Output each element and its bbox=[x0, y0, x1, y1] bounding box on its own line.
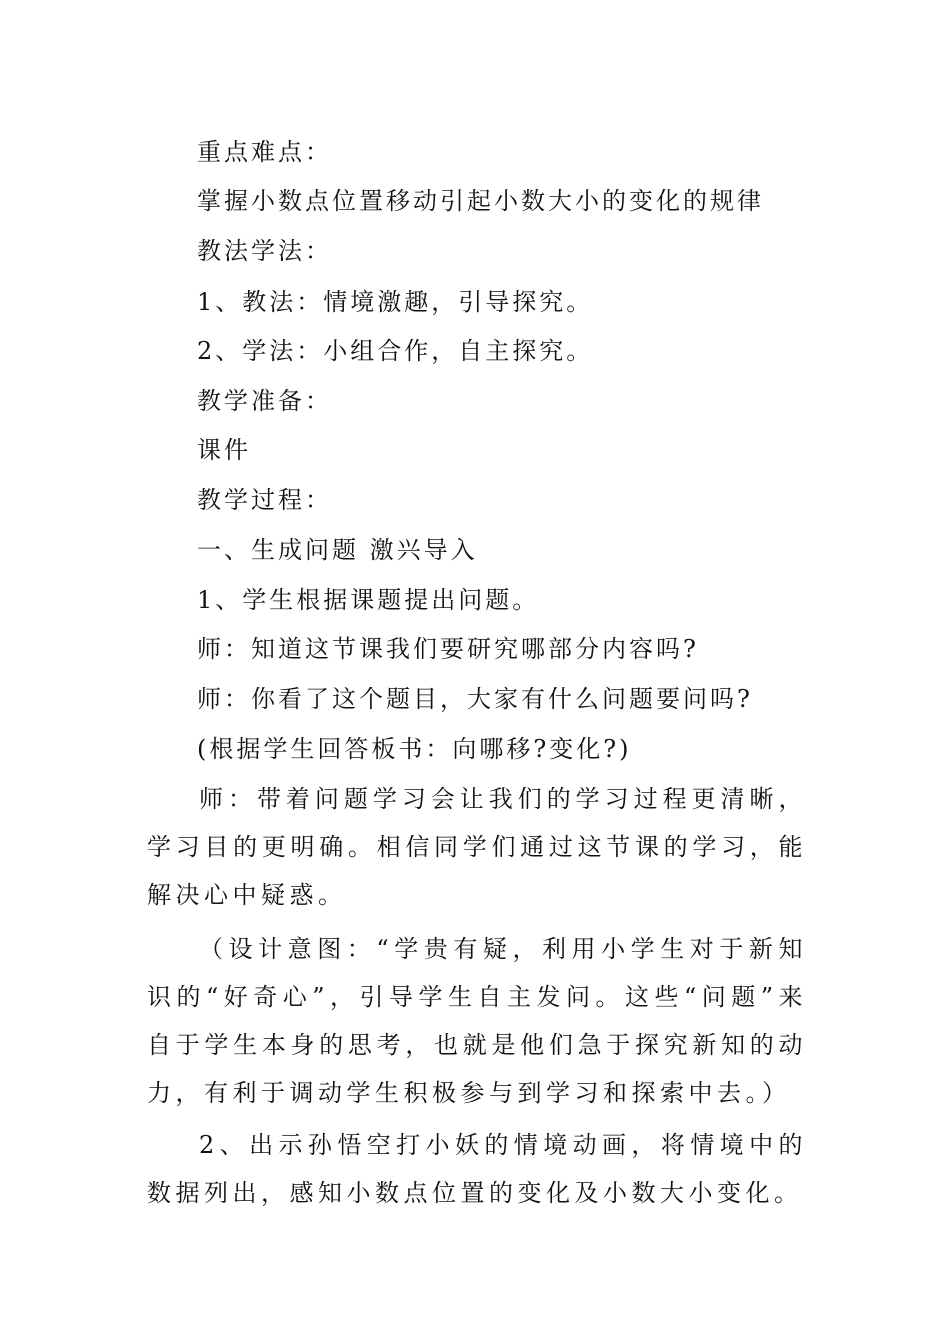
teacher-question-2: 师：你看了这个题目，大家有什么问题要问吗? bbox=[197, 685, 753, 713]
heading-methods: 教法学法： bbox=[197, 237, 332, 265]
step-two-paragraph: 2、出示孙悟空打小妖的情境动画，将情境中的数据列出，感知小数点位置的变化及小数大小变化。 bbox=[147, 1131, 807, 1207]
section-one-title: 一、生成问题 激兴导入 bbox=[197, 536, 478, 564]
design-intent-paragraph: （设计意图：“学贵有疑，利用小学生对于新知识的“好奇心”，引导学生自主发问。这些“问题”来自于学生本身的思考，也就是他们急于探究新知的动力，有利于调动学生积极参与到学习和探索中去。） bbox=[147, 935, 807, 1107]
method-teaching: 1、教法：情境激趣，引导探究。 bbox=[197, 288, 594, 316]
preparation-text: 课件 bbox=[197, 436, 251, 464]
method-learning: 2、学法：小组合作，自主探究。 bbox=[197, 337, 594, 365]
heading-process: 教学过程： bbox=[197, 486, 332, 514]
board-note: (根据学生回答板书：向哪移?变化?) bbox=[197, 735, 632, 763]
heading-key-points: 重点难点： bbox=[197, 138, 332, 166]
heading-preparation: 教学准备： bbox=[197, 387, 332, 415]
step-one: 1、学生根据课题提出问题。 bbox=[197, 586, 540, 614]
teacher-paragraph: 师：带着问题学习会让我们的学习过程更清晰，学习目的更明确。相信同学们通过这节课的学习，能解决心中疑惑。 bbox=[147, 785, 807, 909]
teacher-question-1: 师：知道这节课我们要研究哪部分内容吗? bbox=[197, 635, 699, 663]
key-points-text: 掌握小数点位置移动引起小数大小的变化的规律 bbox=[197, 187, 764, 215]
